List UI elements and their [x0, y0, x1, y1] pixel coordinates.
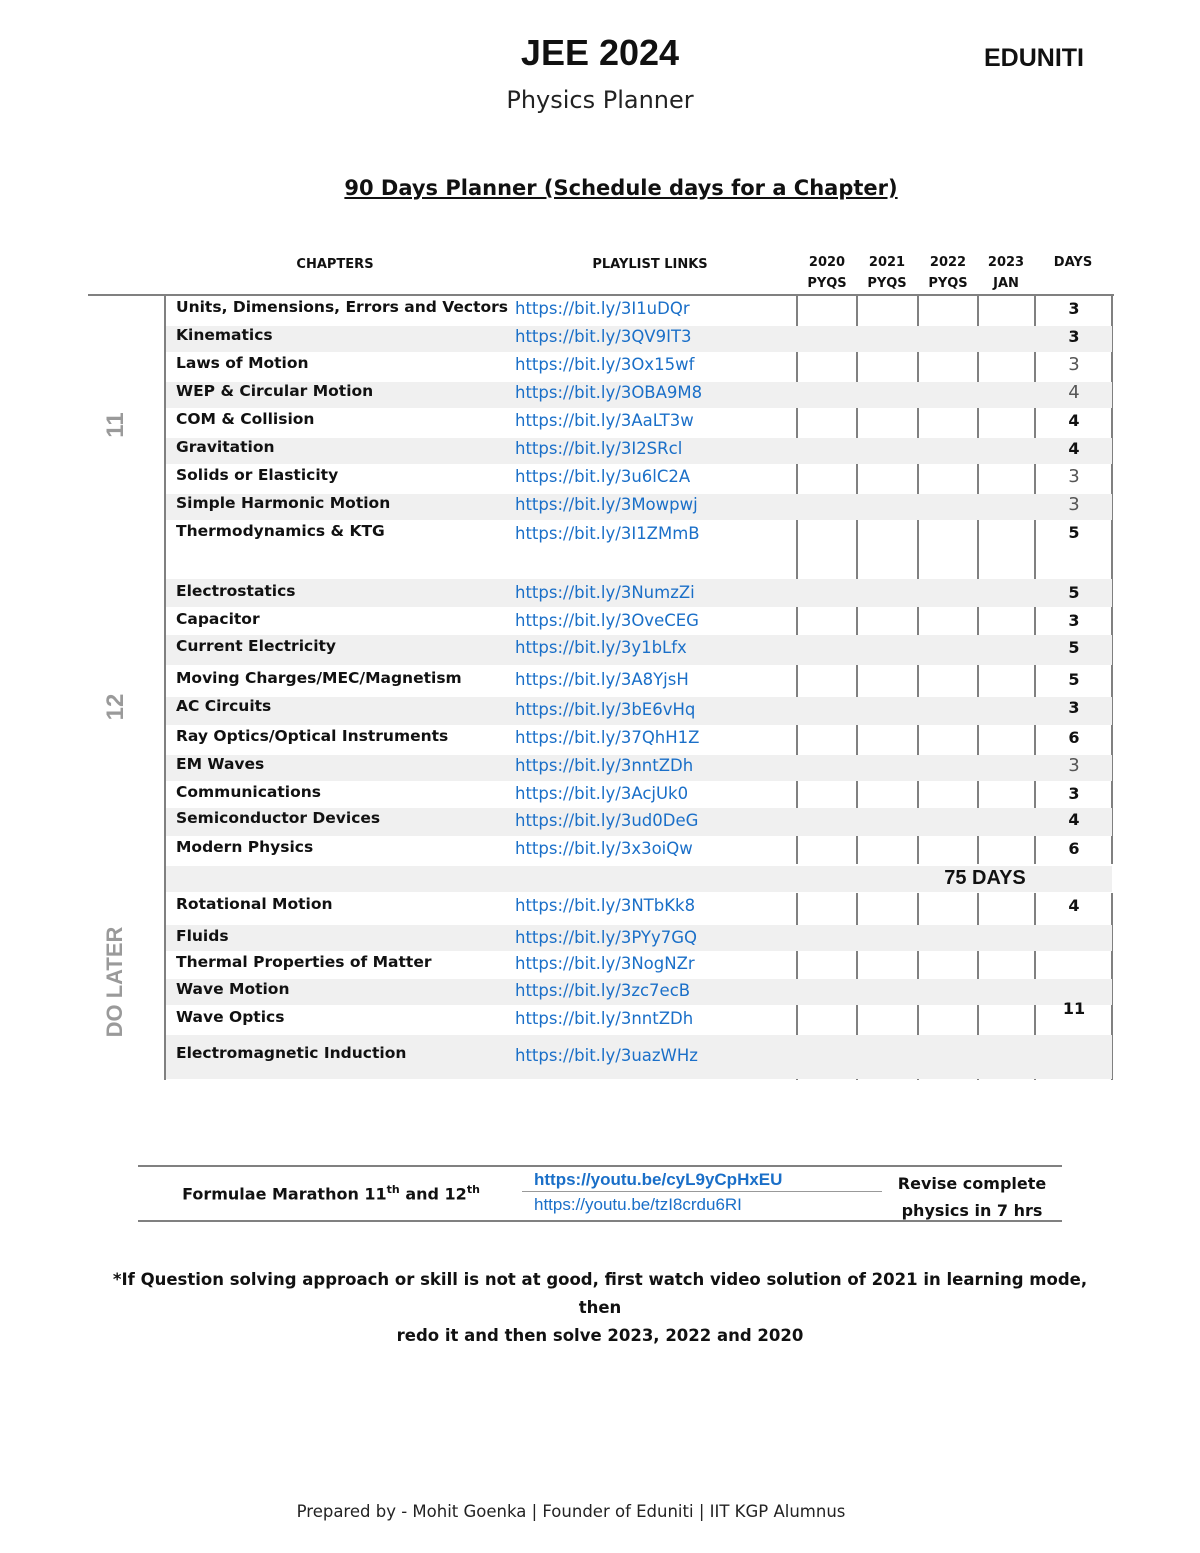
chapter-name: Thermal Properties of Matter: [176, 953, 432, 971]
col-header-2020-year: 2020: [808, 255, 846, 270]
col-header-2021-sub: PYQS: [867, 276, 907, 291]
col-header-2021: [858, 252, 916, 294]
col-header-2023-sub: JAN: [993, 276, 1019, 291]
col-header-2021-year: 2021: [868, 255, 906, 270]
chapter-name: Ray Optics/Optical Instruments: [176, 727, 449, 745]
chapter-name: Electromagnetic Induction: [176, 1044, 407, 1062]
playlist-link[interactable]: https://bit.ly/3x3oiQw: [515, 839, 693, 858]
chapter-name: Communications: [176, 783, 321, 801]
days-value: 3: [1068, 611, 1080, 630]
days-value: 5: [1068, 523, 1080, 542]
days-value: 4: [1068, 382, 1080, 403]
days-value: 3: [1068, 354, 1080, 375]
chapter-name: Units, Dimensions, Errors and Vectors: [176, 298, 509, 316]
formulae-divider: [522, 1191, 882, 1192]
playlist-link[interactable]: https://bit.ly/3nntZDh: [515, 1009, 694, 1028]
days-value: 6: [1068, 728, 1080, 747]
playlist-link[interactable]: https://bit.ly/37QhH1Z: [515, 728, 700, 747]
days-value: 5: [1068, 670, 1080, 689]
chapter-name: Rotational Motion: [176, 895, 333, 913]
col-header-chapters: CHAPTERS: [296, 257, 374, 272]
chapter-name: EM Waves: [176, 755, 265, 773]
formulae-marathon-label: [140, 1183, 522, 1203]
prepared-by: Prepared by - Mohit Goenka | Founder of Eduniti | IIT KGP Alumnus: [296, 1502, 846, 1521]
page-subtitle: Physics Planner: [506, 86, 694, 114]
playlist-link[interactable]: https://bit.ly/3AaLT3w: [515, 411, 694, 430]
formulae-video-link-2[interactable]: https://youtu.be/tzI8crdu6RI: [534, 1195, 742, 1214]
days-value: 4: [1068, 411, 1080, 430]
playlist-link[interactable]: https://bit.ly/3NTbKk8: [515, 896, 696, 915]
playlist-link[interactable]: https://bit.ly/3ud0DeG: [515, 811, 699, 830]
playlist-link[interactable]: https://bit.ly/3A8YjsH: [515, 670, 689, 689]
playlist-link[interactable]: https://bit.ly/3Mowpwj: [515, 495, 698, 514]
col-header-2022-year: 2022: [929, 255, 967, 270]
playlist-link[interactable]: https://bit.ly/3bE6vHq: [515, 700, 696, 719]
col-header-links: PLAYLIST LINKS: [592, 257, 708, 272]
formulae-note: [882, 1170, 1062, 1224]
chapter-name: Capacitor: [176, 610, 260, 628]
playlist-link[interactable]: https://bit.ly/3I1ZMmB: [515, 524, 700, 543]
days-value: 3: [1068, 755, 1080, 776]
playlist-link[interactable]: https://bit.ly/3y1bLfx: [515, 638, 687, 657]
playlist-link[interactable]: https://bit.ly/3OBA9M8: [515, 383, 703, 402]
days-value: 4: [1068, 439, 1080, 458]
playlist-link[interactable]: https://bit.ly/3I2SRcl: [515, 439, 683, 458]
playlist-link[interactable]: https://bit.ly/3I1uDQr: [515, 299, 690, 318]
formulae-label-and: and 12: [399, 1184, 467, 1204]
chapter-name: Laws of Motion: [176, 354, 309, 372]
col-header-2022-sub: PYQS: [928, 276, 968, 291]
playlist-link[interactable]: https://bit.ly/3uazWHz: [515, 1046, 698, 1065]
playlist-link[interactable]: https://bit.ly/3zc7ecB: [515, 981, 691, 1000]
footnote-line1: *If Question solving approach or skill is not at good, first watch video solution of 2021 in learning mode, then: [112, 1270, 1088, 1317]
later-days-value: 11: [1062, 999, 1086, 1018]
days-value: 3: [1068, 327, 1080, 346]
days-value: 3: [1068, 784, 1080, 803]
formulae-note-line2: physics in 7 hrs: [901, 1201, 1043, 1220]
playlist-link[interactable]: https://bit.ly/3Ox15wf: [515, 355, 695, 374]
days-value: 5: [1068, 583, 1080, 602]
col-header-2022: [919, 252, 977, 294]
chapter-name: Current Electricity: [176, 637, 337, 655]
days-value: 6: [1068, 839, 1080, 858]
formulae-label-sup1: th: [386, 1183, 400, 1196]
brand-name: EDUNITI: [984, 44, 1084, 72]
formulae-label-main: Formulae Marathon 11: [182, 1184, 387, 1204]
playlist-link[interactable]: https://bit.ly/3NumzZi: [515, 583, 695, 602]
days-value: 3: [1068, 698, 1080, 717]
chapter-name: Electrostatics: [176, 582, 296, 600]
col-header-2023: [978, 252, 1034, 294]
page-title: JEE 2024: [520, 32, 680, 73]
footnote: [100, 1266, 1100, 1350]
col-header-2020-sub: PYQS: [807, 276, 847, 291]
chapter-name: Wave Motion: [176, 980, 290, 998]
chapter-name: COM & Collision: [176, 410, 315, 428]
days-value: 3: [1068, 299, 1080, 318]
chapter-name: Kinematics: [176, 326, 273, 344]
chapter-name: Modern Physics: [176, 838, 314, 856]
playlist-link[interactable]: https://bit.ly/3OveCEG: [515, 611, 699, 630]
footnote-line2: redo it and then solve 2023, 2022 and 2020: [396, 1326, 804, 1345]
days-value: 4: [1068, 896, 1080, 915]
playlist-link[interactable]: https://bit.ly/3NogNZr: [515, 954, 695, 973]
chapter-name: AC Circuits: [176, 697, 272, 715]
days-value: 3: [1068, 494, 1080, 515]
days-value: 3: [1068, 466, 1080, 487]
playlist-link[interactable]: https://bit.ly/3u6lC2A: [515, 467, 691, 486]
group-label-class11: 11: [102, 412, 129, 438]
col-header-2023-year: 2023: [987, 255, 1025, 270]
chapter-name: Moving Charges/MEC/Magnetism: [176, 669, 462, 687]
chapter-name: Fluids: [176, 927, 229, 945]
group-label-class12: 12: [102, 693, 129, 721]
chapter-name: Gravitation: [176, 438, 275, 456]
playlist-link[interactable]: https://bit.ly/3nntZDh: [515, 756, 694, 775]
chapter-name: WEP & Circular Motion: [176, 382, 374, 400]
formulae-note-line1: Revise complete: [897, 1174, 1047, 1193]
playlist-link[interactable]: https://bit.ly/3QV9IT3: [515, 327, 692, 346]
chapter-name: Semiconductor Devices: [176, 809, 381, 827]
total-days-label: 75 DAYS: [944, 867, 1026, 889]
formulae-top-rule: [138, 1165, 1062, 1167]
formulae-video-link-1[interactable]: https://youtu.be/cyL9yCpHxEU: [534, 1170, 783, 1189]
chapter-name: Thermodynamics & KTG: [176, 522, 385, 540]
col-header-days: DAYS: [1053, 255, 1093, 270]
days-value: 5: [1068, 638, 1080, 657]
playlist-link[interactable]: https://bit.ly/3PYy7GQ: [515, 928, 698, 947]
planner-heading: 90 Days Planner (Schedule days for a Chapter): [344, 176, 898, 200]
chapter-name: Wave Optics: [176, 1008, 285, 1026]
col-header-2020: [798, 252, 856, 294]
chapter-name: Solids or Elasticity: [176, 466, 339, 484]
playlist-link[interactable]: https://bit.ly/3AcjUk0: [515, 784, 689, 803]
chapter-name: Simple Harmonic Motion: [176, 494, 391, 512]
table-top-rule: [88, 294, 1114, 296]
days-value: 4: [1068, 810, 1080, 829]
formulae-label-sup2: th: [466, 1183, 480, 1196]
group-label-later: DO LATER: [102, 926, 127, 1038]
